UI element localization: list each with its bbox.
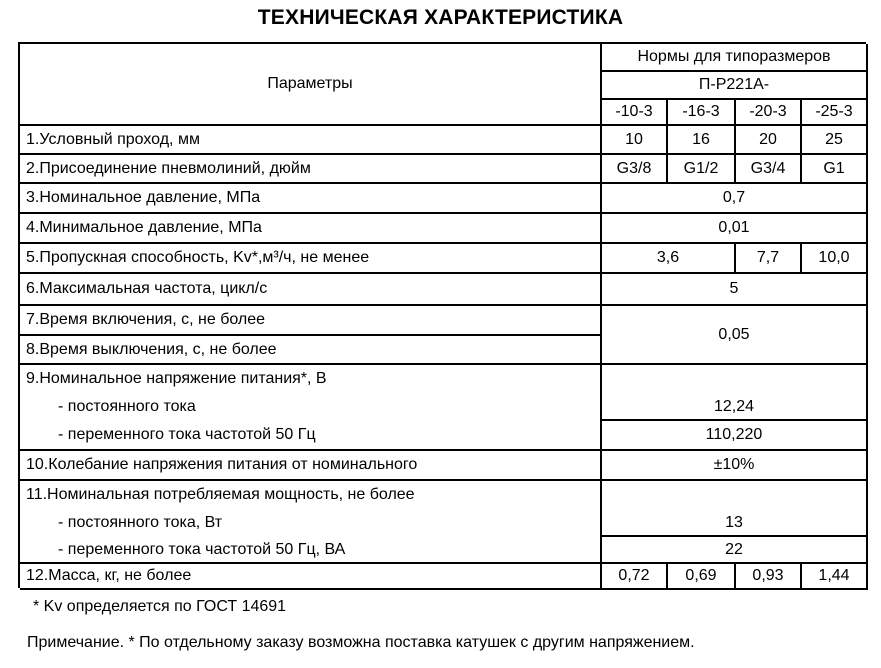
param-value: ±10% <box>602 451 868 481</box>
param-value: 0,05 <box>602 306 868 365</box>
size-header: -20-3 <box>736 100 802 126</box>
param-sublabel: - постоянного тока, Вт <box>20 509 602 537</box>
remark: Примечание. * По отдельному заказу возможна поставка катушек с другим напряжением. <box>27 634 695 651</box>
param-value: G1/2 <box>668 155 736 184</box>
param-label: 9.Номинальное напряжение питания*, В <box>20 365 602 393</box>
param-value: 16 <box>668 126 736 155</box>
param-value: G1 <box>802 155 868 184</box>
param-label: 5.Пропускная способность, Kv*,м³/ч, не менее <box>20 244 602 274</box>
param-value: 5 <box>602 274 868 306</box>
param-value: 110,220 <box>602 421 868 451</box>
size-header: -25-3 <box>802 100 868 126</box>
param-value: 7,7 <box>736 244 802 274</box>
params-header: Параметры <box>20 44 602 126</box>
param-value: 0,01 <box>602 214 868 244</box>
size-header: -16-3 <box>668 100 736 126</box>
param-value: 0,93 <box>736 564 802 590</box>
param-sublabel: - постоянного тока <box>20 393 602 421</box>
param-label: 12.Масса, кг, не более <box>20 564 602 590</box>
param-label: 11.Номинальная потребляемая мощность, не более <box>20 481 602 509</box>
param-value: 25 <box>802 126 868 155</box>
model-header: П-Р221А- <box>602 72 868 100</box>
param-sublabel: - переменного тока частотой 50 Гц, ВА <box>20 537 602 564</box>
param-label: 6.Максимальная частота, цикл/с <box>20 274 602 306</box>
size-header: -10-3 <box>602 100 668 126</box>
param-value: 10,0 <box>802 244 868 274</box>
param-value: 22 <box>602 537 868 564</box>
param-value: 0,69 <box>668 564 736 590</box>
param-label: 1.Условный проход, мм <box>20 126 602 155</box>
param-value: 10 <box>602 126 668 155</box>
param-value: 0,7 <box>602 184 868 214</box>
param-label: 7.Время включения, с, не более <box>20 306 602 336</box>
document-title: ТЕХНИЧЕСКАЯ ХАРАКТЕРИСТИКА <box>257 6 624 29</box>
param-label: 2.Присоединение пневмолиний, дюйм <box>20 155 602 184</box>
param-label: 3.Номинальное давление, МПа <box>20 184 602 214</box>
param-value: 3,6 <box>602 244 736 274</box>
spec-table <box>18 42 866 588</box>
param-value: 0,72 <box>602 564 668 590</box>
param-value: G3/4 <box>736 155 802 184</box>
param-label: 4.Минимальное давление, МПа <box>20 214 602 244</box>
param-sublabel: - переменного тока частотой 50 Гц <box>20 421 602 451</box>
param-label: 10.Колебание напряжения питания от номинального <box>20 451 602 481</box>
param-value: G3/8 <box>602 155 668 184</box>
param-value: 20 <box>736 126 802 155</box>
param-value: 13 <box>602 481 868 537</box>
norms-header: Нормы для типоразмеров <box>602 44 868 72</box>
param-value: 1,44 <box>802 564 868 590</box>
param-value: 12,24 <box>602 365 868 421</box>
footnote: * Kv определяется по ГОСТ 14691 <box>33 598 287 615</box>
param-label: 8.Время выключения, с, не более <box>20 336 602 365</box>
